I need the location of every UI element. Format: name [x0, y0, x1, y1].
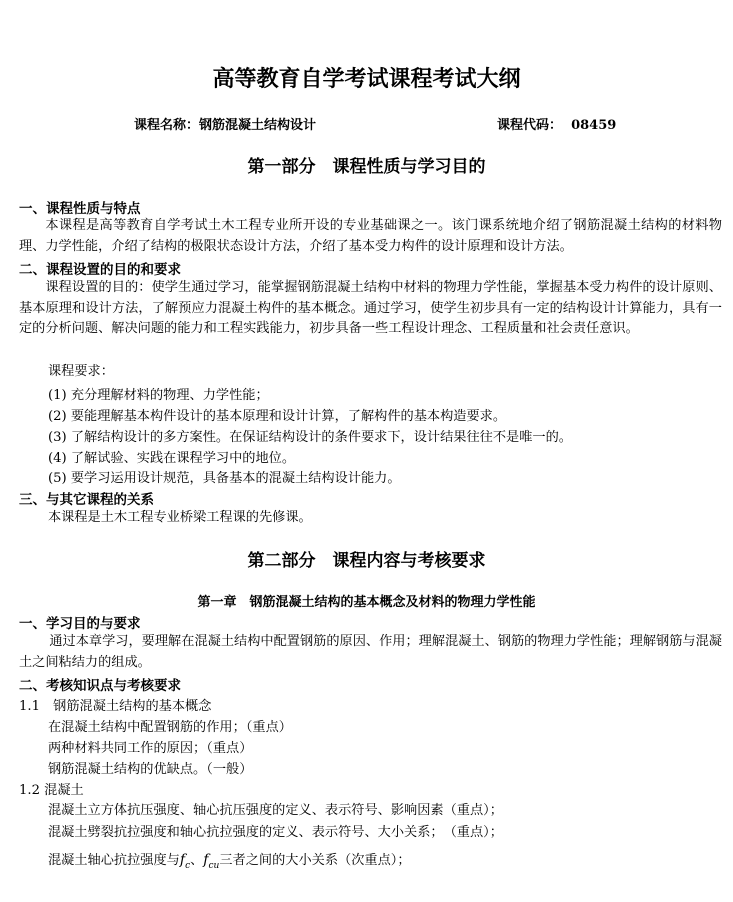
- part1-heading: 第一部分 课程性质与学习目的: [247, 157, 486, 177]
- section-heading-relation: 三、与其它课程的关系: [19, 492, 154, 508]
- subsection-1-2: 1.2 混凝土: [19, 783, 84, 798]
- course-code: [497, 114, 616, 133]
- requirement-item: (5) 要学习运用设计规范，具备基本的混凝土结构设计能力。: [48, 471, 401, 486]
- knowledge-item: 在混凝土结构中配置钢筋的作用；（重点）: [48, 720, 292, 735]
- requirement-item: (4) 了解试验、实践在课程学习中的地位。: [48, 451, 296, 466]
- section-heading-nature: 一、课程性质与特点: [19, 201, 141, 217]
- symbol-fcu-base: f: [203, 852, 209, 868]
- symbol-fcu: [203, 852, 220, 871]
- course-code-label: 课程代码：: [497, 118, 563, 133]
- knowledge-item-formula: [48, 849, 411, 871]
- knowledge-item: 两种材料共同工作的原因；（重点）: [48, 741, 253, 756]
- knowledge-item: 钢筋混凝土结构的优缺点。（一般）: [48, 762, 253, 777]
- subsection-1-1: 1.1 钢筋混凝土结构的基本概念: [19, 699, 212, 714]
- section-heading-assessment: 二、考核知识点与考核要求: [19, 678, 181, 694]
- symbol-fc-base: f: [179, 852, 186, 868]
- symbol-fc: [179, 852, 191, 871]
- page-title: 高等教育自学考试课程考试大纲: [212, 66, 521, 92]
- requirement-item: (3) 了解结构设计的多方案性。在保证结构设计的条件要求下，设计结果往往不是唯一的。: [48, 430, 572, 445]
- section-heading-purpose: 二、课程设置的目的和要求: [19, 262, 181, 278]
- course-name: [134, 114, 316, 133]
- requirement-item: (1) 充分理解材料的物理、力学性能；: [48, 388, 269, 403]
- symbol-fcu-sub: cu: [208, 860, 220, 871]
- course-code-value: 08459: [571, 118, 617, 133]
- paragraph-nature: 本课程是高等教育自学考试土木工程专业所开设的专业基础课之一。该门课系统地介绍了钢筋混凝土结构的材料物理、力学性能，介绍了结构的极限状态设计方法，介绍了基本受力构件的设计原理和设计方法。: [19, 218, 722, 254]
- paragraph-purpose: 课程设置的目的：使学生通过学习，能掌握钢筋混凝土结构中材料的物理力学性能，掌握基本受力构件的设计原则、基本原理和设计方法，了解预应力混凝土构件的基本概念。通过学习，使学生初步具有一定的结构设计计算能力，具有一定的分析问题、解决问题的能力和工程实践能力，初步具备一些工程设计理念、工程质量和社会责任意识。: [19, 280, 722, 336]
- section-heading-objectives: 一、学习目的与要求: [19, 616, 141, 632]
- requirement-item: (2) 要能理解基本构件设计的基本原理和设计计算，了解构件的基本构造要求。: [48, 409, 507, 424]
- knowledge-item: 混凝土立方体抗压强度、轴心抗压强度的定义、表示符号、影响因素（重点）；: [48, 803, 503, 818]
- chapter-heading: 第一章 钢筋混凝土结构的基本概念及材料的物理力学性能: [197, 595, 536, 610]
- course-name-label: 课程名称：: [134, 118, 200, 133]
- course-name-value: 钢筋混凝土结构设计: [199, 118, 317, 133]
- paragraph-relation: 本课程是土木工程专业桥梁工程课的先修课。: [48, 510, 312, 525]
- part2-heading: 第二部分 课程内容与考核要求: [247, 551, 486, 571]
- formula-text-after: 三者之间的大小关系（次重点）；: [219, 853, 411, 868]
- paragraph-objectives: 通过本章学习，要理解在混凝土结构中配置钢筋的原因、作用；理解混凝土、钢筋的物理力学性能；理解钢筋与混凝土之间粘结力的组成。: [19, 634, 722, 670]
- symbol-fc-sub: c: [185, 860, 191, 871]
- requirements-label: 课程要求：: [48, 364, 114, 379]
- knowledge-item: 混凝土劈裂抗拉强度和轴心抗拉强度的定义、表示符号、大小关系； （重点）；: [48, 825, 503, 840]
- formula-separator: 、: [190, 853, 204, 868]
- formula-text-before: 混凝土轴心抗拉强度与: [48, 853, 180, 868]
